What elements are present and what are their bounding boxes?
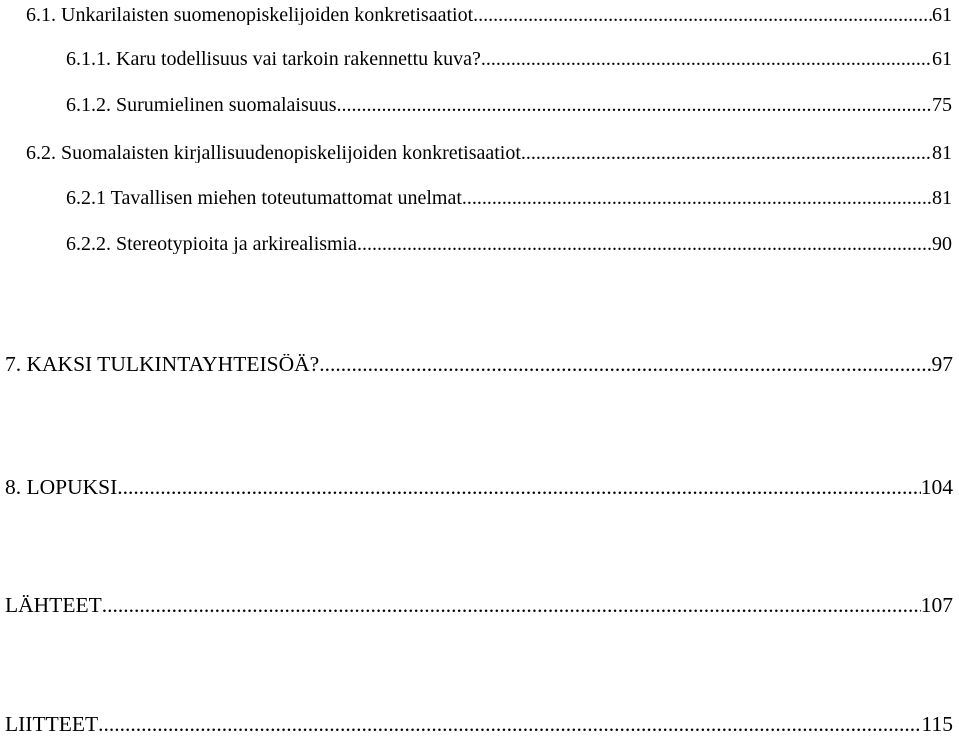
- toc-entry-title: 7. KAKSI TULKINTAYHTEISÖÄ?: [5, 354, 320, 376]
- toc-entry-title: LIITTEET: [5, 714, 99, 736]
- dot-leader: [319, 354, 931, 376]
- toc-entry-page: 61: [932, 5, 952, 25]
- toc-entry-6-2[interactable]: [26, 143, 952, 163]
- dot-leader: [337, 95, 932, 115]
- toc-entry-title: 6.2.2. Stereotypioita ja arkirealismia: [66, 234, 358, 254]
- toc-entry-8[interactable]: [5, 477, 953, 499]
- toc-entry-7[interactable]: [5, 354, 953, 376]
- toc-entry-page: 97: [931, 354, 953, 376]
- toc-entry-title: 6.1.2. Surumielinen suomalaisuus: [66, 95, 337, 115]
- toc-entry-liitteet[interactable]: [5, 714, 953, 736]
- toc-entry-6-1-2[interactable]: [66, 95, 952, 115]
- dot-leader: [521, 143, 932, 163]
- toc-entry-page: 107: [920, 595, 953, 617]
- toc-entry-title: 6.2. Suomalaisten kirjallisuudenopiskelijoiden konkretisaatiot: [26, 143, 521, 163]
- dot-leader: [357, 234, 932, 254]
- dot-leader: [462, 188, 932, 208]
- toc-entry-6-2-1[interactable]: [66, 188, 952, 208]
- toc-entry-page: 81: [932, 143, 952, 163]
- toc-entry-title: LÄHTEET: [5, 595, 102, 617]
- dot-leader: [98, 714, 921, 736]
- dot-leader: [102, 595, 921, 617]
- toc-entry-page: 61: [932, 49, 952, 69]
- toc-entry-page: 104: [920, 477, 953, 499]
- toc-entry-page: 75: [932, 95, 952, 115]
- dot-leader: [117, 477, 920, 499]
- toc-entry-page: 81: [932, 188, 952, 208]
- toc-entry-page: 90: [932, 234, 952, 254]
- toc-entry-6-2-2[interactable]: [66, 234, 952, 254]
- toc-entry-title: 6.1.1. Karu todellisuus vai tarkoin rakennettu kuva?: [66, 49, 481, 69]
- toc-entry-page: 115: [921, 714, 953, 736]
- toc-entry-title: 8. LOPUKSI: [5, 477, 118, 499]
- toc-entry-6-1[interactable]: [26, 5, 952, 25]
- dot-leader: [481, 49, 932, 69]
- toc-entry-6-1-1[interactable]: [66, 49, 952, 69]
- toc-entry-lahteet[interactable]: [5, 595, 953, 617]
- toc-entry-title: 6.2.1 Tavallisen miehen toteutumattomat unelmat: [66, 188, 462, 208]
- toc-entry-title: 6.1. Unkarilaisten suomenopiskelijoiden konkretisaatiot: [26, 5, 474, 25]
- dot-leader: [473, 5, 932, 25]
